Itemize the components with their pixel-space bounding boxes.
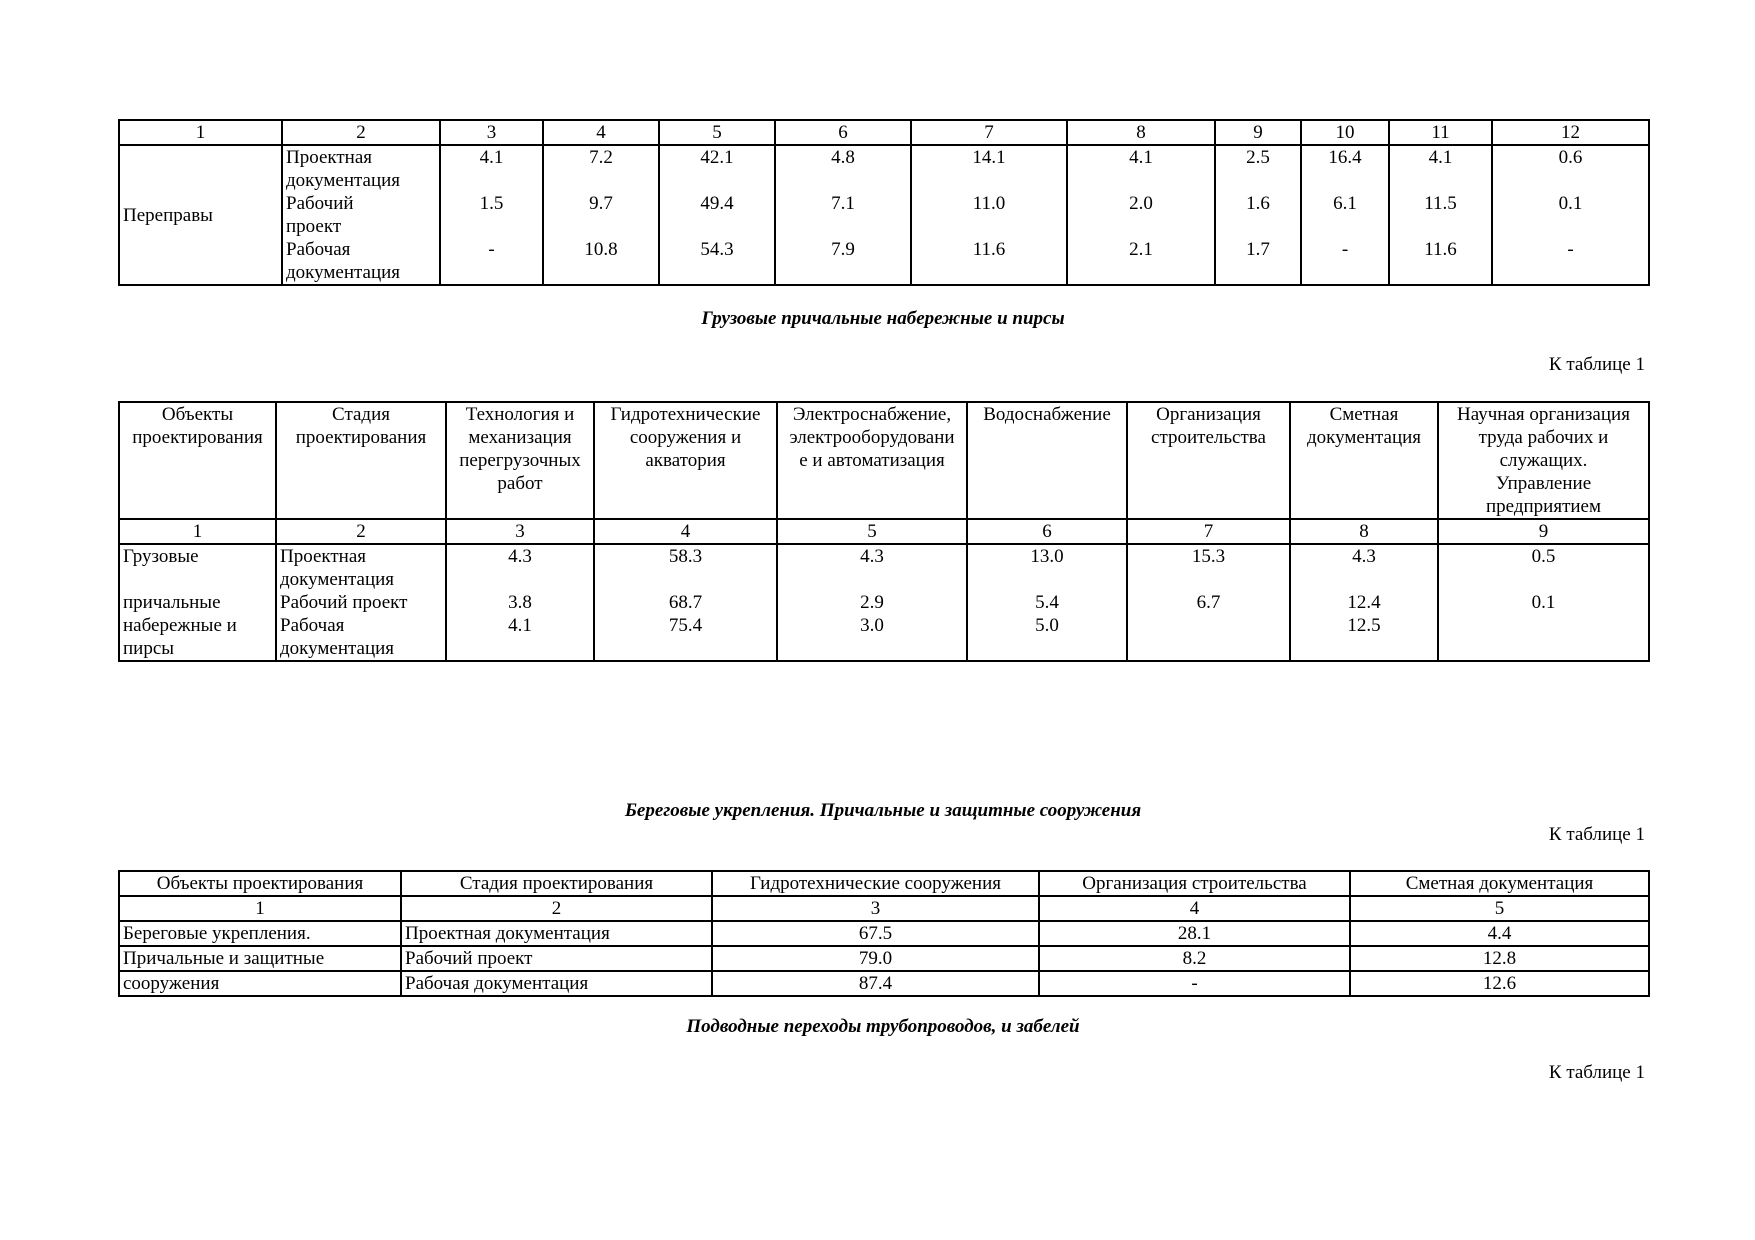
value-cell: 42.1 49.4 54.3 [659, 145, 775, 285]
column-number-row [119, 896, 1649, 921]
column-header: Организация строительства [1039, 871, 1350, 896]
column-header: Объекты проектирования [119, 871, 401, 896]
col-number: 8 [1290, 519, 1438, 544]
value-cell: 7.2 9.7 10.8 [543, 145, 659, 285]
table-row [119, 544, 1649, 661]
col-number: 5 [659, 120, 775, 145]
object-cell: Переправы [119, 145, 282, 285]
stage-line: Рабочий [286, 193, 354, 214]
column-header: Сметная документация [1290, 402, 1438, 519]
stage-cell: Рабочая документация [401, 971, 712, 996]
col-number: 5 [777, 519, 967, 544]
value-cell: 12.6 [1350, 971, 1649, 996]
value-cell: 8.2 [1039, 946, 1350, 971]
col-number: 4 [594, 519, 777, 544]
value-cell: 16.4 6.1 - [1301, 145, 1389, 285]
col-number: 2 [401, 896, 712, 921]
column-header: Научная организация труда рабочих и служащих. Управление предприятием [1438, 402, 1649, 519]
col-number: 3 [446, 519, 594, 544]
table-reference: К таблице 1 [1548, 1062, 1645, 1083]
value-cell: 4.3 2.9 3.0 [777, 544, 967, 661]
section-caption: Грузовые причальные набережные и пирсы [701, 308, 1065, 329]
col-number: 1 [119, 896, 401, 921]
column-header: Организация строительства [1127, 402, 1290, 519]
column-header: Объекты проектирования [119, 402, 276, 519]
stage-cell: Рабочий проект [401, 946, 712, 971]
column-header: Технология и механизация перегрузочных работ [446, 402, 594, 519]
value-cell: 4.1 2.0 2.1 [1067, 145, 1215, 285]
value-cell: 14.1 11.0 11.6 [911, 145, 1067, 285]
value-cell: 4.8 7.1 7.9 [775, 145, 911, 285]
value-cell: 2.5 1.6 1.7 [1215, 145, 1301, 285]
value-cell: 0.5 0.1 [1438, 544, 1649, 661]
value-cell: 4.4 [1350, 921, 1649, 946]
table-row [119, 971, 1649, 996]
object-cell: Грузовые причальные набережные и пирсы [119, 544, 276, 661]
header-row [119, 871, 1649, 896]
column-header: Сметная документация [1350, 871, 1649, 896]
stage-line: Проектная [286, 147, 373, 168]
table-row [119, 946, 1649, 971]
stage-line: проект [286, 216, 342, 237]
section-caption: Подводные переходы трубопроводов, и забелей [686, 1016, 1080, 1037]
column-header: Электроснабжение, электрооборудовани е и автоматизация [777, 402, 967, 519]
crossings-table [118, 119, 1650, 286]
col-number: 1 [119, 120, 282, 145]
col-number: 9 [1215, 120, 1301, 145]
stage-cell: Проектная документация Рабочий проект Рабочая документация [276, 544, 446, 661]
table-row [119, 145, 1649, 285]
shore-protection-table [118, 870, 1650, 997]
col-number: 5 [1350, 896, 1649, 921]
col-number: 10 [1301, 120, 1389, 145]
object-cell: сооружения [119, 971, 401, 996]
col-number: 4 [1039, 896, 1350, 921]
object-cell: Причальные и защитные [119, 946, 401, 971]
value-cell: 4.1 11.5 11.6 [1389, 145, 1492, 285]
value-cell: 13.0 5.4 5.0 [967, 544, 1127, 661]
table-row [119, 921, 1649, 946]
col-number: 9 [1438, 519, 1649, 544]
col-number: 11 [1389, 120, 1492, 145]
col-number: 3 [712, 896, 1039, 921]
value-cell: 79.0 [712, 946, 1039, 971]
stage-cell [282, 145, 440, 285]
col-number: 1 [119, 519, 276, 544]
stage-cell: Проектная документация [401, 921, 712, 946]
value-cell: - [1039, 971, 1350, 996]
col-number: 4 [543, 120, 659, 145]
column-number-row [119, 120, 1649, 145]
col-number: 6 [967, 519, 1127, 544]
table-reference: К таблице 1 [1548, 354, 1645, 375]
col-number: 8 [1067, 120, 1215, 145]
value-cell: 0.6 0.1 - [1492, 145, 1649, 285]
value-cell: 12.8 [1350, 946, 1649, 971]
col-number: 7 [1127, 519, 1290, 544]
stage-line: документация [286, 262, 401, 283]
value-cell: 28.1 [1039, 921, 1350, 946]
column-header: Стадия проектирования [276, 402, 446, 519]
col-number: 3 [440, 120, 543, 145]
value-cell: 15.3 6.7 [1127, 544, 1290, 661]
column-header: Гидротехнические сооружения и акватория [594, 402, 777, 519]
column-header: Гидротехнические сооружения [712, 871, 1039, 896]
column-header: Стадия проектирования [401, 871, 712, 896]
value-cell: 4.3 12.4 12.5 [1290, 544, 1438, 661]
value-cell: 4.3 3.8 4.1 [446, 544, 594, 661]
cargo-berths-table [118, 401, 1650, 662]
section-caption: Береговые укрепления. Причальные и защитные сооружения [624, 800, 1142, 821]
col-number: 12 [1492, 120, 1649, 145]
table-reference: К таблице 1 [1548, 824, 1645, 845]
value-cell: 4.1 1.5 - [440, 145, 543, 285]
col-number: 6 [775, 120, 911, 145]
column-number-row [119, 519, 1649, 544]
col-number: 7 [911, 120, 1067, 145]
column-header: Водоснабжение [967, 402, 1127, 519]
col-number: 2 [276, 519, 446, 544]
object-cell: Береговые укрепления. [119, 921, 401, 946]
value-cell: 67.5 [712, 921, 1039, 946]
stage-line: документация [286, 170, 401, 191]
value-cell: 58.3 68.7 75.4 [594, 544, 777, 661]
stage-line: Рабочая [286, 239, 351, 260]
header-row [119, 402, 1649, 519]
value-cell: 87.4 [712, 971, 1039, 996]
col-number: 2 [282, 120, 440, 145]
